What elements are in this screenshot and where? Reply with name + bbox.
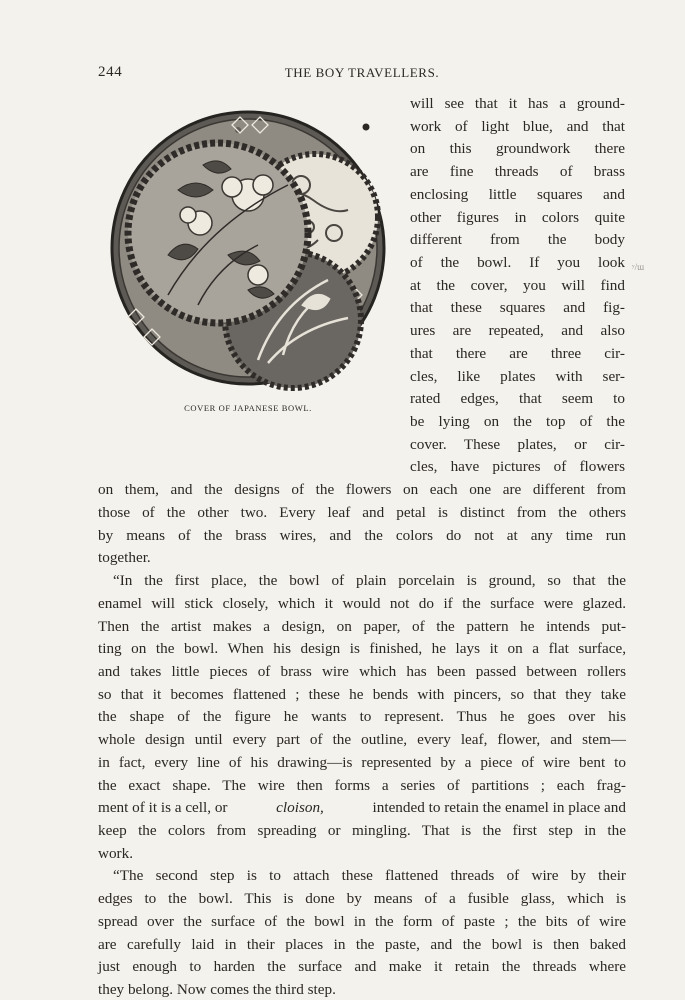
text-line: at the cover, you will find [410, 276, 625, 294]
text-line: keep the colors from spreading or mingling. That is the first step in the [98, 821, 626, 839]
text-line: are fine threads of brass [410, 163, 625, 181]
text-line: whole design until every part of the outline, every leaf, flower, and stem— [98, 731, 626, 749]
text-line-cloison [98, 798, 626, 818]
running-head [98, 64, 626, 84]
text-line: they belong. Now comes the third step. [98, 981, 336, 998]
text-line: cles, like plates with ser- [410, 367, 625, 385]
italic-term: cloison, [276, 799, 324, 817]
text-line: by means of the brass wires, and the colors do not at any time run [98, 526, 626, 544]
text-line: spread over the surface of the bowl in the form of paste ; the bits of wire [98, 912, 626, 930]
text-line: work of light blue, and that [410, 117, 625, 135]
text-line: that there are three cir- [410, 344, 625, 362]
text-line: enamel will stick closely, which it would not do if the surface were glazed. [98, 594, 626, 612]
text-line: of the bowl. If you look [410, 254, 625, 272]
text-line: rated edges, that seem to [410, 390, 625, 408]
text-line: other figures in colors quite [410, 208, 625, 226]
margin-pencil-mark: ʸ/ɯ [632, 262, 645, 272]
text-line: the exact shape. The wire then forms a series of partitions ; each frag- [98, 776, 626, 794]
text-line: that these squares and fig- [410, 299, 625, 317]
text-line: are carefully laid in their places in the paste, and the bowl is then baked [98, 935, 626, 953]
text-segment: ment of it is a cell, or [98, 799, 228, 817]
text-line: different from the body [410, 231, 625, 249]
text-line: together. [98, 549, 151, 567]
text-line: on them, and the designs of the flowers on each one are different from [98, 481, 626, 499]
text-line: ures are repeated, and also [410, 322, 625, 340]
text-line: Then the artist makes a design, on paper, of the pattern he intends put- [98, 617, 626, 635]
text-line: just enough to harden the surface and make it retain the threads where [98, 958, 626, 976]
text-line: work. [98, 844, 134, 862]
text-line: enclosing little squares and [410, 185, 625, 203]
text-line: the shape of the figure he wants to represent. Thus he goes over his [98, 708, 626, 726]
text-line: cles, have pictures of flowers [410, 458, 625, 476]
text-line: edges to the bowl. This is done by means of a fusible glass, which is [98, 890, 626, 908]
japanese-bowl-cover-illustration [108, 105, 393, 395]
text-line: will see that it has a ground- [410, 95, 625, 112]
text-line: “In the first place, the bowl of plain porcelain is ground, so that the [113, 572, 626, 590]
text-line: and takes little pieces of brass wire which has been passed between rollers [98, 662, 626, 680]
text-line: “The second step is to attach these flattened threads of wire by their [113, 867, 626, 885]
running-title: THE BOY TRAVELLERS. [284, 65, 440, 80]
text-line: ting on the bowl. When his design is finished, he lays it on a flat surface, [98, 640, 626, 658]
text-line: cover. These plates, or cir- [410, 435, 625, 453]
text-line: in fact, every line of his drawing—is represented by a piece of wire bent to [98, 753, 626, 771]
text-line: on this groundwork there [410, 140, 625, 158]
page-number: 244 [98, 64, 123, 80]
text-line: be lying on the top of the [410, 413, 625, 431]
text-segment: intended to retain the enamel in place and [372, 799, 626, 817]
text-line: those of the other two. Every leaf and petal is distinct from the others [98, 503, 626, 521]
figure-caption: COVER OF JAPANESE BOWL. [184, 403, 312, 413]
text-line: so that it becomes flattened ; these he bends with pincers, so that they take [98, 685, 626, 703]
